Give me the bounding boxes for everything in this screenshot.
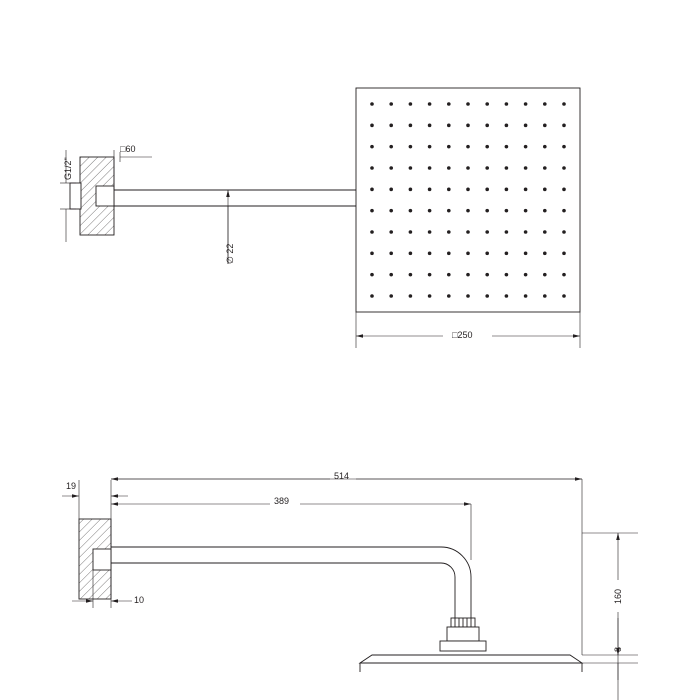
dim-label-wall-offset: 19 <box>66 481 77 491</box>
dim-label-drop-height: 160 <box>613 588 623 604</box>
dim-label-head-width: □250 <box>452 330 473 340</box>
side-view-geometry <box>79 519 582 672</box>
dim-label-arm-length: 389 <box>274 496 290 506</box>
dim-label-arm-diameter: ∅ 22 <box>225 243 235 264</box>
dim-label-overall-length: 514 <box>334 471 350 481</box>
side-view-dimensions <box>62 479 638 700</box>
dim-label-head-thickness: 8 <box>613 646 623 652</box>
dim-label-flange: □60 <box>120 144 136 154</box>
top-view-geometry <box>70 88 580 312</box>
dim-label-flange-depth: 10 <box>134 595 145 605</box>
dim-label-thread: G1/2" <box>63 157 73 180</box>
